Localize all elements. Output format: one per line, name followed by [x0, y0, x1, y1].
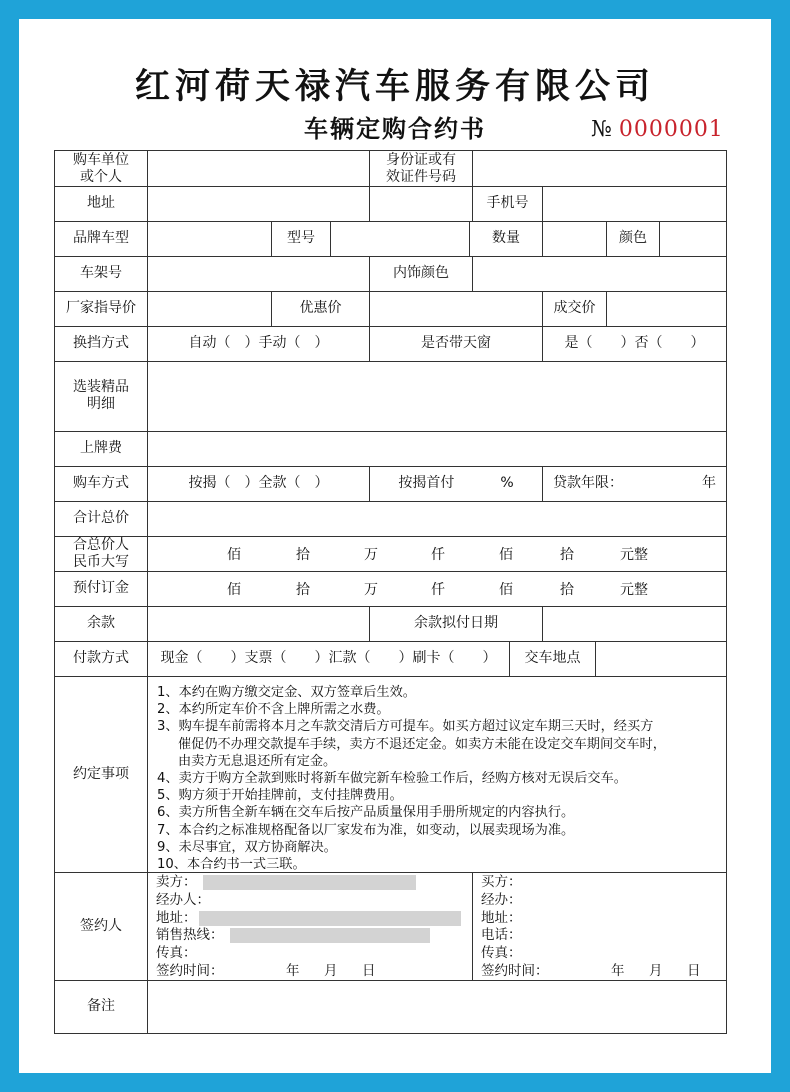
seller-name-line[interactable]: 卖方： [156, 874, 471, 892]
unit-shi-2: 拾 [560, 546, 574, 563]
percent-sign: % [500, 475, 514, 491]
deal-price-field[interactable] [607, 291, 726, 326]
buyer-address-line[interactable]: 地址： [481, 909, 522, 926]
delivery-place-field[interactable] [596, 641, 726, 676]
serial-value: 0000001 [618, 117, 724, 142]
buyer-handler-line[interactable]: 经办： [481, 891, 522, 908]
unit-shi-2: 拾 [560, 581, 574, 598]
term-line: 5、购方须于开始挂牌前，支付挂牌费用。 [157, 788, 403, 804]
term-line: 10、本合约书一式三联。 [157, 857, 306, 873]
redacted-block [203, 875, 416, 890]
term-line: 6、卖方所售全新车辆在交车后按产品质量保用手册所规定的内容执行。 [157, 805, 575, 821]
row-brand [55, 221, 726, 257]
unit-bai-2: 佰 [499, 581, 513, 598]
mobile-label: 手机号 [473, 186, 543, 221]
sunroof-label: 是否带天窗 [370, 326, 543, 361]
term-line: 催促仍不办理交款提车手续，卖方不退还定金。如卖方未能在设定交车期间交车时， [178, 736, 666, 752]
mortgage-down-cell[interactable] [370, 466, 543, 501]
total-price-label: 合计总价 [55, 501, 148, 536]
seller-handler-line[interactable]: 经办人： [156, 891, 210, 908]
address-field-2[interactable] [370, 186, 473, 221]
redacted-block [199, 911, 461, 926]
unit-qian: 仟 [431, 581, 445, 598]
company-name: 红河荷天禄汽车服务有限公司 [134, 66, 655, 107]
term-line: 4、卖方于购方全款到账时将新车做完新车检验工作后，经购方核对无误后交车。 [157, 771, 627, 787]
balance-date-label: 余款拟付日期 [370, 606, 543, 641]
vin-field[interactable] [148, 256, 370, 291]
buyer-fax-line[interactable]: 传真： [481, 945, 522, 962]
plate-fee-field[interactable] [148, 431, 726, 466]
delivery-place-label: 交车地点 [510, 641, 596, 676]
balance-field[interactable] [148, 606, 370, 641]
msrp-field[interactable] [148, 291, 272, 326]
row-remarks [55, 980, 726, 1033]
loan-term-label: 贷款年限： [553, 475, 623, 491]
deposit-amount[interactable] [148, 571, 726, 606]
remarks-label: 备注 [55, 980, 148, 1033]
seller-hotline-line[interactable]: 销售热线： [156, 927, 471, 945]
balance-label: 余款 [55, 606, 148, 641]
accessories-field[interactable] [148, 361, 726, 431]
sunroof-options[interactable]: 是（ ）否（ ） [564, 335, 705, 351]
mobile-field[interactable] [543, 186, 726, 221]
remarks-field[interactable] [148, 980, 726, 1033]
total-price-field[interactable] [148, 501, 726, 536]
total-rmb-amount[interactable] [148, 536, 726, 571]
unit-qian: 仟 [431, 546, 445, 563]
purchase-options[interactable]: 按揭（ ）全款（ ） [148, 466, 370, 501]
row-vin [55, 256, 726, 292]
unit-shi: 拾 [296, 581, 310, 598]
row-deposit [55, 571, 726, 607]
row-address [55, 186, 726, 222]
terms-label: 约定事项 [55, 676, 148, 872]
term-line: 3、购车提车前需将本月之车款交清后方可提车。如买方超过议定车期三天时，经买方 [157, 719, 654, 735]
id-number-label: 身份证或有 效证件号码 [370, 151, 473, 186]
seller-sign-time-line[interactable]: 签约时间： 年 月 日 [156, 962, 376, 979]
total-rmb-label: 合总价人 民币大写 [55, 536, 148, 571]
mortgage-down-label: 按揭首付 [398, 475, 455, 491]
unit-bai: 佰 [227, 581, 241, 598]
row-plate-fee [55, 431, 726, 467]
unit-yuan: 元整 [620, 581, 648, 598]
address-field[interactable] [148, 186, 370, 221]
gearbox-label: 换挡方式 [55, 326, 148, 361]
serial-prefix: № [591, 117, 612, 142]
seller-address-line[interactable]: 地址： [156, 910, 471, 928]
term-line: 由卖方无息退还所有定金。 [178, 753, 337, 769]
quantity-field[interactable] [543, 221, 607, 256]
contract-form [54, 150, 727, 1034]
row-accessories [55, 361, 726, 432]
color-field[interactable] [660, 221, 726, 256]
vin-label: 车架号 [55, 256, 148, 291]
payment-method-label: 付款方式 [55, 641, 148, 676]
deposit-label: 预付订金 [55, 571, 148, 606]
term-line: 2、本约所定车价不含上牌所需之水费。 [157, 702, 390, 718]
term-line: 7、本合约之标准规格配备以厂家发布为准，如变动，以展卖现场为准。 [157, 822, 575, 838]
unit-wan: 万 [364, 581, 378, 598]
balance-date-field[interactable] [543, 606, 726, 641]
year-unit: 年 [702, 475, 716, 491]
id-number-field[interactable] [473, 151, 726, 186]
terms-list [157, 684, 722, 873]
buyer-phone-line[interactable]: 电话： [481, 927, 522, 944]
discount-label: 优惠价 [272, 291, 370, 326]
address-label: 地址 [55, 186, 148, 221]
signatory-label: 签约人 [55, 872, 148, 980]
unit-bai: 佰 [227, 546, 241, 563]
row-gearbox [55, 326, 726, 362]
deal-price-label: 成交价 [543, 291, 607, 326]
buyer-sign-time-line[interactable]: 签约时间： 年 月 日 [481, 962, 701, 979]
contract-paper [19, 19, 771, 1073]
row-price [55, 291, 726, 327]
row-balance [55, 606, 726, 642]
row-signatory [55, 872, 726, 981]
term-line: 1、本约在购方缴交定金、双方签章后生效。 [157, 685, 416, 700]
row-payment [55, 641, 726, 677]
msrp-label: 厂家指导价 [55, 291, 148, 326]
plate-fee-label: 上牌费 [55, 431, 148, 466]
buyer-field[interactable] [148, 151, 370, 186]
serial-number [591, 117, 724, 142]
row-purchase [55, 466, 726, 502]
seller-info [156, 874, 471, 981]
interior-color-label: 内饰颜色 [370, 256, 473, 291]
document-title: 车辆定购合约书 [304, 114, 486, 143]
unit-wan: 万 [364, 546, 378, 563]
row-total-rmb [55, 536, 726, 572]
loan-term-cell[interactable] [543, 466, 726, 501]
seller-fax-line[interactable]: 传真： [156, 945, 197, 962]
payment-options[interactable]: 现金（ ）支票（ ）汇款（ ）刷卡（ ） [148, 641, 510, 676]
color-label: 颜色 [607, 221, 660, 256]
unit-yuan: 元整 [620, 546, 648, 563]
gearbox-options[interactable]: 自动（ ）手动（ ） [148, 326, 370, 361]
model-label: 型号 [272, 221, 331, 256]
brand-model-label: 品牌车型 [55, 221, 148, 256]
row-terms [55, 676, 726, 873]
unit-shi: 拾 [296, 546, 310, 563]
interior-color-field[interactable] [473, 256, 726, 291]
purchase-method-label: 购车方式 [55, 466, 148, 501]
buyer-info [481, 874, 721, 981]
buyer-name-line[interactable]: 买方： [481, 874, 522, 890]
row-buyer [55, 151, 726, 187]
brand-model-field[interactable] [148, 221, 272, 256]
term-line: 9、未尽事宜，双方协商解决。 [157, 839, 337, 855]
discount-field[interactable] [370, 291, 543, 326]
quantity-label: 数量 [470, 221, 543, 256]
row-total [55, 501, 726, 537]
model-field[interactable] [331, 221, 470, 256]
accessories-label: 选装精品 明细 [55, 361, 148, 431]
redacted-block [230, 928, 430, 943]
unit-bai-2: 佰 [499, 546, 513, 563]
buyer-label: 购车单位 或个人 [55, 151, 148, 186]
